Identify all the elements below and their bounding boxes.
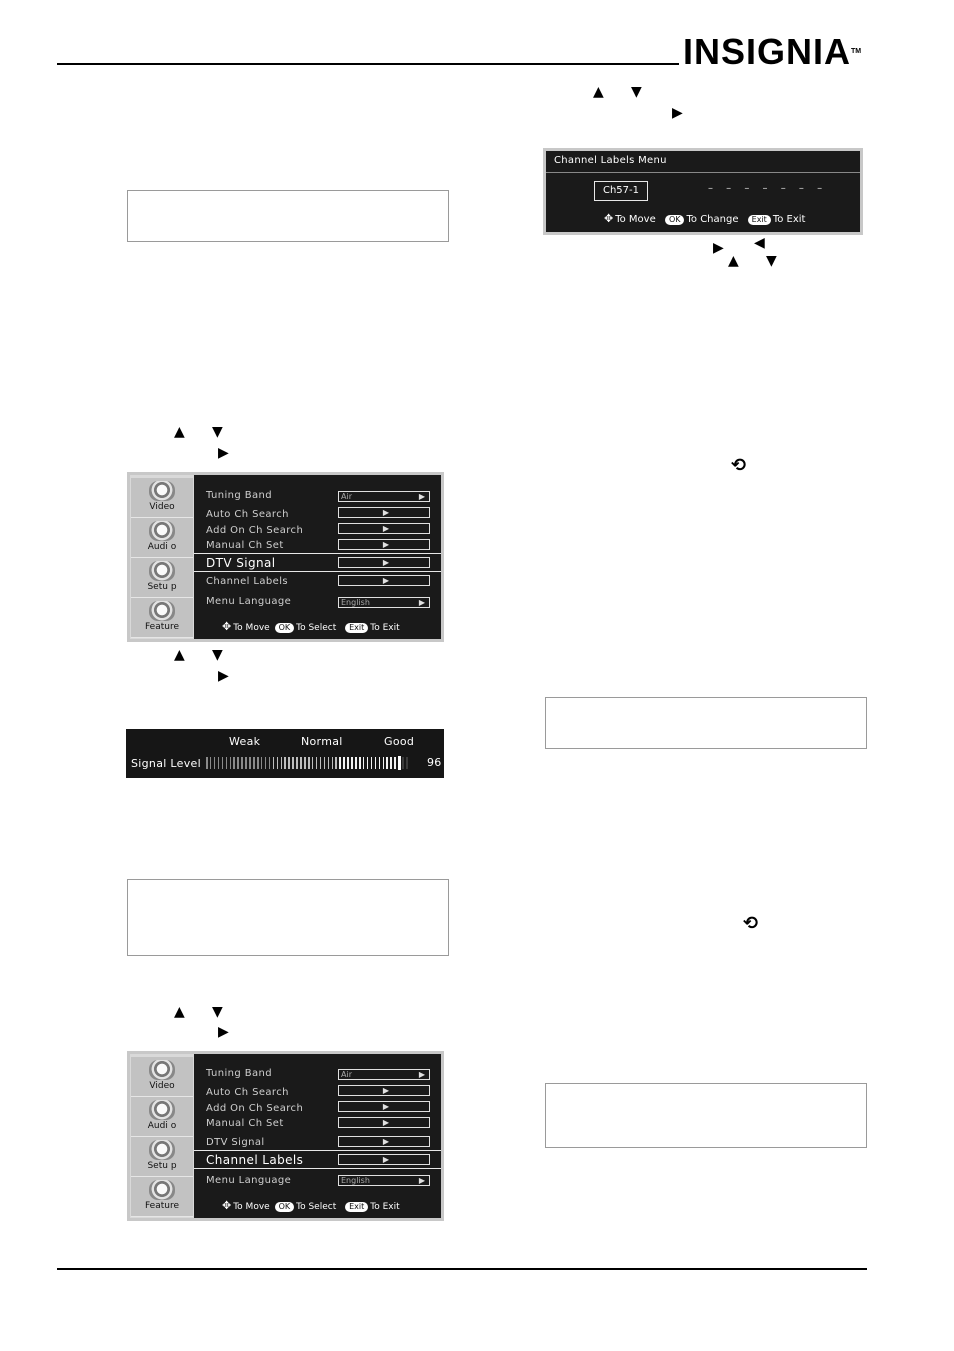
- signal-tick: [261, 757, 263, 769]
- left-arrow-icon: ◀: [754, 235, 765, 251]
- signal-tick: [237, 757, 239, 769]
- signal-tick: [245, 757, 247, 769]
- signal-tick: [281, 757, 283, 769]
- signal-tick: [304, 757, 306, 769]
- audio-icon: [149, 1100, 175, 1120]
- menu-item-manual-ch-set[interactable]: Manual Ch Set: [206, 1118, 284, 1129]
- signal-tick: [324, 757, 326, 769]
- menu-divider: [546, 172, 860, 173]
- signal-tick: [265, 757, 267, 769]
- sidebar-item-setup[interactable]: Setu p: [131, 558, 193, 598]
- menu-item-menu-language[interactable]: Menu Language: [206, 596, 292, 607]
- signal-tick: [241, 757, 243, 769]
- signal-tick: [312, 757, 314, 769]
- menu-item-channel-labels[interactable]: Channel Labels: [206, 1153, 304, 1167]
- add-on-ch-search-field[interactable]: [338, 523, 430, 534]
- channel-labels-menu: [543, 148, 863, 235]
- signal-tick: [277, 757, 279, 769]
- dpad-icon: ✥: [222, 1199, 232, 1212]
- exit-button-icon: Exit: [345, 623, 368, 633]
- signal-tick: [339, 757, 341, 769]
- signal-tick: [386, 757, 388, 769]
- signal-tick: [402, 757, 404, 769]
- up-arrow-icon: ▲: [593, 84, 604, 100]
- menu-footer: ✥ To Move OK To Select Exit To Exit: [222, 620, 400, 633]
- field-arrow-icon: ▶: [418, 598, 425, 607]
- signal-tick: [375, 757, 377, 769]
- signal-tick: [300, 757, 302, 769]
- add-on-ch-search-field[interactable]: [338, 1101, 430, 1112]
- field-arrow-icon: ▶: [382, 1086, 389, 1095]
- ok-button-icon: OK: [275, 1202, 295, 1212]
- sidebar-item-feature[interactable]: Feature: [131, 1177, 193, 1217]
- signal-tick: [335, 757, 337, 769]
- right-arrow-icon: ▶: [218, 1024, 229, 1040]
- note-box: [127, 879, 449, 956]
- field-arrow-icon: ▶: [382, 558, 389, 567]
- note-box: [545, 697, 867, 749]
- dpad-icon: ✥: [604, 212, 614, 225]
- field-arrow-icon: ▶: [382, 508, 389, 517]
- field-arrow-icon: ▶: [418, 492, 425, 501]
- down-arrow-icon: ▼: [631, 84, 642, 100]
- signal-tick: [292, 757, 294, 769]
- menu-item-tuning-band[interactable]: Tuning Band: [206, 1068, 272, 1079]
- up-arrow-icon: ▲: [728, 253, 739, 269]
- manual-ch-set-field[interactable]: [338, 539, 430, 550]
- signal-tick: [222, 757, 224, 769]
- signal-tick: [218, 757, 220, 769]
- menu-item-dtv-signal[interactable]: DTV Signal: [206, 556, 276, 570]
- audio-icon: [149, 521, 175, 541]
- signal-tick: [367, 757, 369, 769]
- insignia-logo: [683, 30, 861, 74]
- signal-tick: [371, 757, 373, 769]
- footer-rule: [57, 1268, 867, 1270]
- menu-footer: ✥ To Move OK To Select Exit To Exit: [222, 1199, 400, 1212]
- menu-item-manual-ch-set[interactable]: Manual Ch Set: [206, 540, 284, 551]
- signal-tick: [320, 757, 322, 769]
- signal-tick: [398, 756, 401, 770]
- field-arrow-icon: ▶: [382, 1137, 389, 1146]
- menu-item-channel-labels[interactable]: Channel Labels: [206, 576, 289, 587]
- signal-tick: [406, 757, 408, 769]
- setup-icon: [149, 561, 175, 581]
- signal-tick: [257, 757, 259, 769]
- up-arrow-icon: ▲: [174, 1004, 185, 1020]
- right-arrow-icon: ▶: [218, 668, 229, 684]
- field-arrow-icon: ▶: [382, 576, 389, 585]
- right-arrow-icon: ▶: [713, 240, 724, 256]
- signal-tick: [253, 757, 255, 769]
- sidebar-item-video[interactable]: Video: [131, 1057, 193, 1097]
- signal-tick: [363, 757, 365, 769]
- signal-weak-label: Weak: [229, 735, 261, 748]
- menu-item-auto-ch-search[interactable]: Auto Ch Search: [206, 509, 289, 520]
- field-arrow-icon: ▶: [382, 1155, 389, 1164]
- down-arrow-icon: ▼: [212, 647, 223, 663]
- signal-tick: [332, 757, 334, 769]
- sidebar-item-video[interactable]: Video: [131, 478, 193, 518]
- signal-tick: [296, 757, 298, 769]
- field-arrow-icon: ▶: [418, 1070, 425, 1079]
- signal-tick: [328, 757, 330, 769]
- menu-sidebar: [130, 475, 194, 639]
- exit-button-icon: Exit: [748, 215, 771, 225]
- field-arrow-icon: ▶: [382, 1102, 389, 1111]
- channel-label-input[interactable]: – – – – – – –: [708, 183, 828, 194]
- signal-level-meter: [206, 757, 410, 769]
- down-arrow-icon: ▼: [766, 253, 777, 269]
- signal-tick: [343, 757, 345, 769]
- menu-item-tuning-band[interactable]: Tuning Band: [206, 490, 272, 501]
- signal-tick: [308, 757, 310, 769]
- auto-ch-search-field[interactable]: [338, 1085, 430, 1096]
- signal-tick: [210, 757, 212, 769]
- dtv-signal-field[interactable]: [338, 1136, 430, 1147]
- down-arrow-icon: ▼: [212, 424, 223, 440]
- channel-number-box[interactable]: Ch57-1: [594, 181, 648, 201]
- setup-icon: [149, 1140, 175, 1160]
- tuning-band-field[interactable]: Air ▶: [338, 1069, 430, 1080]
- signal-tick: [206, 757, 208, 769]
- signal-tick: [316, 757, 318, 769]
- down-arrow-icon: ▼: [212, 1004, 223, 1020]
- note-box: [127, 190, 449, 242]
- field-arrow-icon: ▶: [382, 524, 389, 533]
- channel-labels-menu-title: Channel Labels Menu: [554, 155, 667, 166]
- right-arrow-icon: ▶: [218, 445, 229, 461]
- tv-menu-channel-labels: [127, 1051, 444, 1221]
- field-arrow-icon: ▶: [382, 540, 389, 549]
- sidebar-item-audio[interactable]: Audi o: [131, 518, 193, 558]
- feature-icon: [149, 601, 175, 621]
- signal-tick: [351, 757, 353, 769]
- signal-tick: [214, 757, 216, 769]
- signal-tick: [273, 757, 275, 769]
- right-arrow-icon: ▶: [672, 105, 683, 121]
- sidebar-item-setup[interactable]: Setu p: [131, 1137, 193, 1177]
- sidebar-item-feature[interactable]: Feature: [131, 598, 193, 638]
- channel-labels-field[interactable]: [338, 1154, 430, 1165]
- dtv-signal-field[interactable]: [338, 557, 430, 568]
- feature-icon: [149, 1180, 175, 1200]
- menu-language-field[interactable]: English ▶: [338, 597, 430, 608]
- signal-tick: [233, 757, 235, 769]
- header-rule: [57, 63, 679, 65]
- dpad-icon: ✥: [222, 620, 232, 633]
- sidebar-item-audio[interactable]: Audi o: [131, 1097, 193, 1137]
- menu-item-add-on-ch-search[interactable]: Add On Ch Search: [206, 1103, 304, 1114]
- signal-tick: [288, 757, 290, 769]
- signal-tick: [359, 757, 361, 769]
- ok-button-icon: OK: [275, 623, 295, 633]
- signal-tick: [230, 757, 232, 769]
- signal-tick: [226, 757, 228, 769]
- menu-sidebar: [130, 1054, 194, 1218]
- logo-text: INSIGNIA: [683, 31, 852, 72]
- signal-tick: [390, 757, 392, 769]
- logo-tm: TM: [851, 48, 862, 55]
- recall-icon: ⟲: [743, 913, 759, 934]
- up-arrow-icon: ▲: [174, 424, 185, 440]
- signal-tick: [249, 757, 251, 769]
- signal-level-panel: [126, 729, 444, 778]
- tv-menu-dtv-signal: [127, 472, 444, 642]
- field-arrow-icon: ▶: [382, 1118, 389, 1127]
- signal-normal-label: Normal: [301, 735, 343, 748]
- tuning-band-field[interactable]: Air ▶: [338, 491, 430, 502]
- menu-item-auto-ch-search[interactable]: Auto Ch Search: [206, 1087, 289, 1098]
- signal-level-label: Signal Level: [131, 757, 201, 770]
- menu-footer: ✥ To Move OK To Change Exit To Exit: [604, 212, 806, 225]
- auto-ch-search-field[interactable]: [338, 507, 430, 518]
- channel-labels-field[interactable]: [338, 575, 430, 586]
- signal-tick: [383, 757, 385, 769]
- recall-icon: ⟲: [731, 455, 747, 476]
- video-icon: [149, 1060, 175, 1080]
- signal-level-value: 96: [427, 756, 442, 769]
- signal-tick: [379, 757, 381, 769]
- signal-tick: [269, 757, 271, 769]
- signal-good-label: Good: [384, 735, 415, 748]
- note-box: [545, 1083, 867, 1148]
- signal-tick: [347, 757, 349, 769]
- field-arrow-icon: ▶: [418, 1176, 425, 1185]
- signal-tick: [394, 757, 396, 769]
- menu-item-add-on-ch-search[interactable]: Add On Ch Search: [206, 525, 304, 536]
- exit-button-icon: Exit: [345, 1202, 368, 1212]
- manual-ch-set-field[interactable]: [338, 1117, 430, 1128]
- ok-button-icon: OK: [665, 215, 685, 225]
- menu-language-field[interactable]: English ▶: [338, 1175, 430, 1186]
- video-icon: [149, 481, 175, 501]
- up-arrow-icon: ▲: [174, 647, 185, 663]
- menu-item-dtv-signal[interactable]: DTV Signal: [206, 1137, 265, 1148]
- signal-tick: [284, 757, 286, 769]
- menu-item-menu-language[interactable]: Menu Language: [206, 1175, 292, 1186]
- signal-tick: [355, 757, 357, 769]
